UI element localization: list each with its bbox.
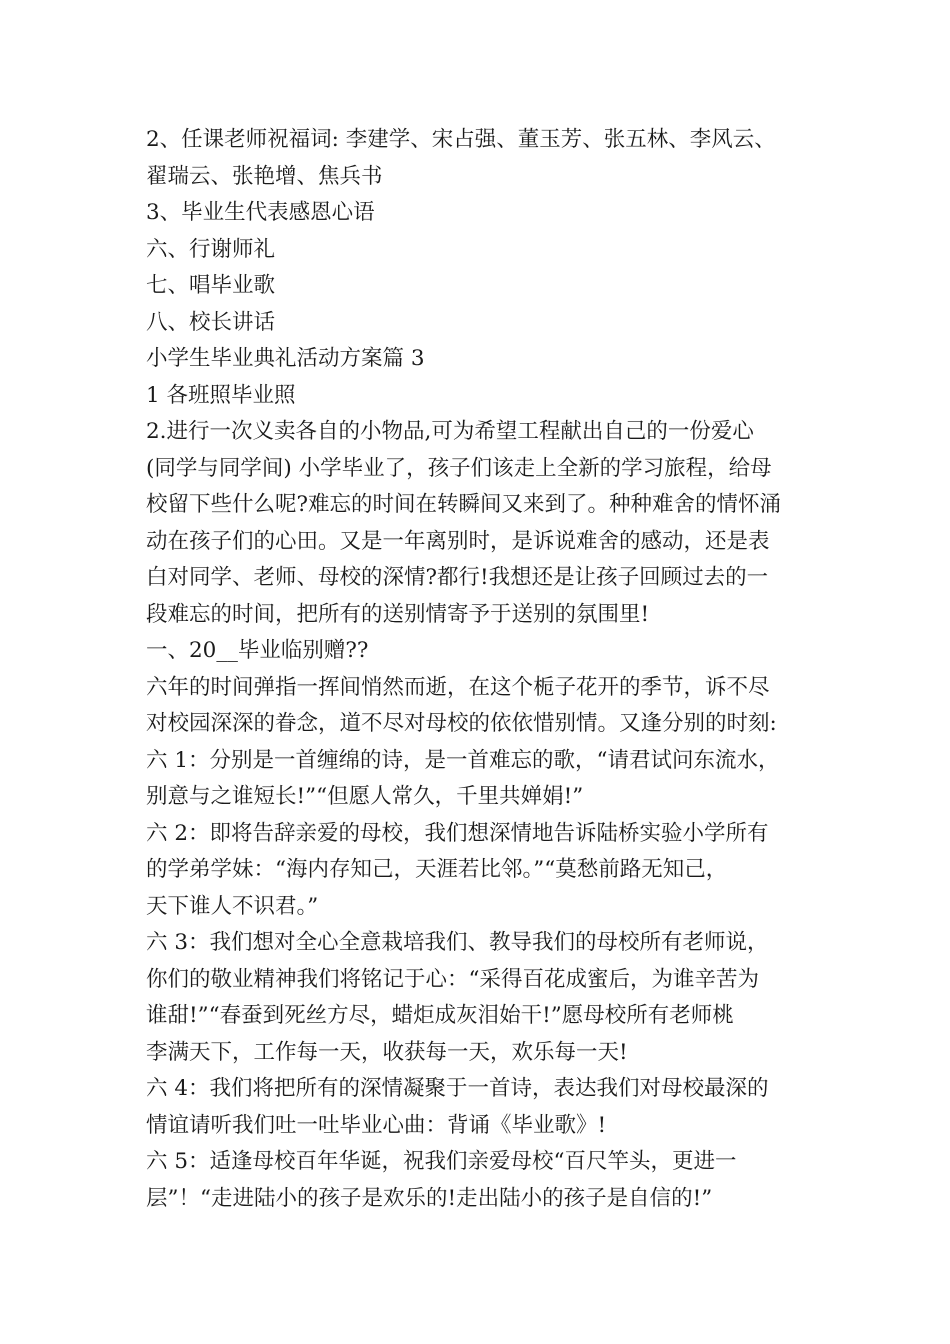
text-line: 对校园深深的眷念，道不尽对母校的依依惜别情。又逢分别的时刻: [146, 711, 777, 736]
text-line: 的学弟学妹：“海内存知己，天涯若比邻。”“莫愁前路无知己， [146, 857, 728, 882]
text-line: 六 5：适逢母校百年华诞，祝我们亲爱母校“百尺竿头，更进一 [146, 1149, 737, 1174]
text-line: (同学与同学间) 小学毕业了，孩子们该走上全新的学习旅程，给母 [146, 455, 772, 481]
text-line: 六年的时间弹指一挥间悄然而逝，在这个栀子花开的季节，诉不尽 [146, 674, 770, 700]
text-line: 层”！“走进陆小的孩子是欢乐的!走出陆小的孩子是自信的!” [146, 1185, 713, 1211]
text-line: 六 1：分别是一首缠绵的诗，是一首难忘的歌，“请君试问东流水， [146, 747, 780, 773]
text-line: 情谊请听我们吐一吐毕业心曲：背诵《毕业歌》! [146, 1112, 607, 1138]
text-line: 六、行谢师礼 [146, 236, 276, 262]
text-line: 翟瑞云、张艳增、焦兵书 [146, 163, 383, 189]
text-line: 1 各班照毕业照 [146, 382, 296, 408]
text-line: 动在孩子们的心田。又是一年离别时，是诉说难舍的感动，还是表 [146, 528, 770, 554]
text-line: 李满天下，工作每一天，收获每一天，欢乐每一天! [146, 1039, 628, 1065]
text-line: 七、唱毕业歌 [146, 273, 276, 298]
text-line: 一、20__毕业临别赠?? [146, 638, 369, 663]
text-line: 六 3：我们想对全心全意栽培我们、教导我们的母校所有老师说， [146, 930, 769, 955]
text-line: 八、校长讲话 [146, 309, 276, 335]
document-body [146, 122, 806, 1217]
text-line: 白对同学、老师、母校的深情?都行!我想还是让孩子回顾过去的一 [146, 565, 769, 590]
section-heading: 小学生毕业典礼活动方案篇 3 [146, 346, 425, 371]
text-line: 谁甜!”“春蚕到死丝方尽，蜡炬成灰泪始干!”愿母校所有老师桃 [146, 1003, 734, 1028]
text-line: 3、毕业生代表感恩心语 [146, 200, 375, 225]
text-line: 校留下些什么呢?难忘的时间在转瞬间又来到了。种种难舍的情怀涌 [146, 492, 782, 517]
text-line: 你们的敬业精神我们将铭记于心：“采得百花成蜜后，为谁辛苦为 [146, 966, 759, 992]
text-line: 六 4：我们将把所有的深情凝聚于一首诗，表达我们对母校最深的 [146, 1076, 769, 1101]
text-line: 2、任课老师祝福词: 李建学、宋占强、董玉芳、张五林、李风云、 [146, 127, 776, 152]
text-line: 2.进行一次义卖各自的小物品,可为希望工程献出自己的一份爱心 [146, 419, 754, 444]
text-line: 天下谁人不识君。” [146, 893, 319, 919]
text-line: 段难忘的时间，把所有的送别情寄予于送别的氛围里! [146, 601, 650, 627]
text-line: 别意与之谁短长!”“但愿人常久，千里共婵娟!” [146, 784, 584, 809]
text-line: 六 2：即将告辞亲爱的母校，我们想深情地告诉陆桥实验小学所有 [146, 820, 769, 846]
